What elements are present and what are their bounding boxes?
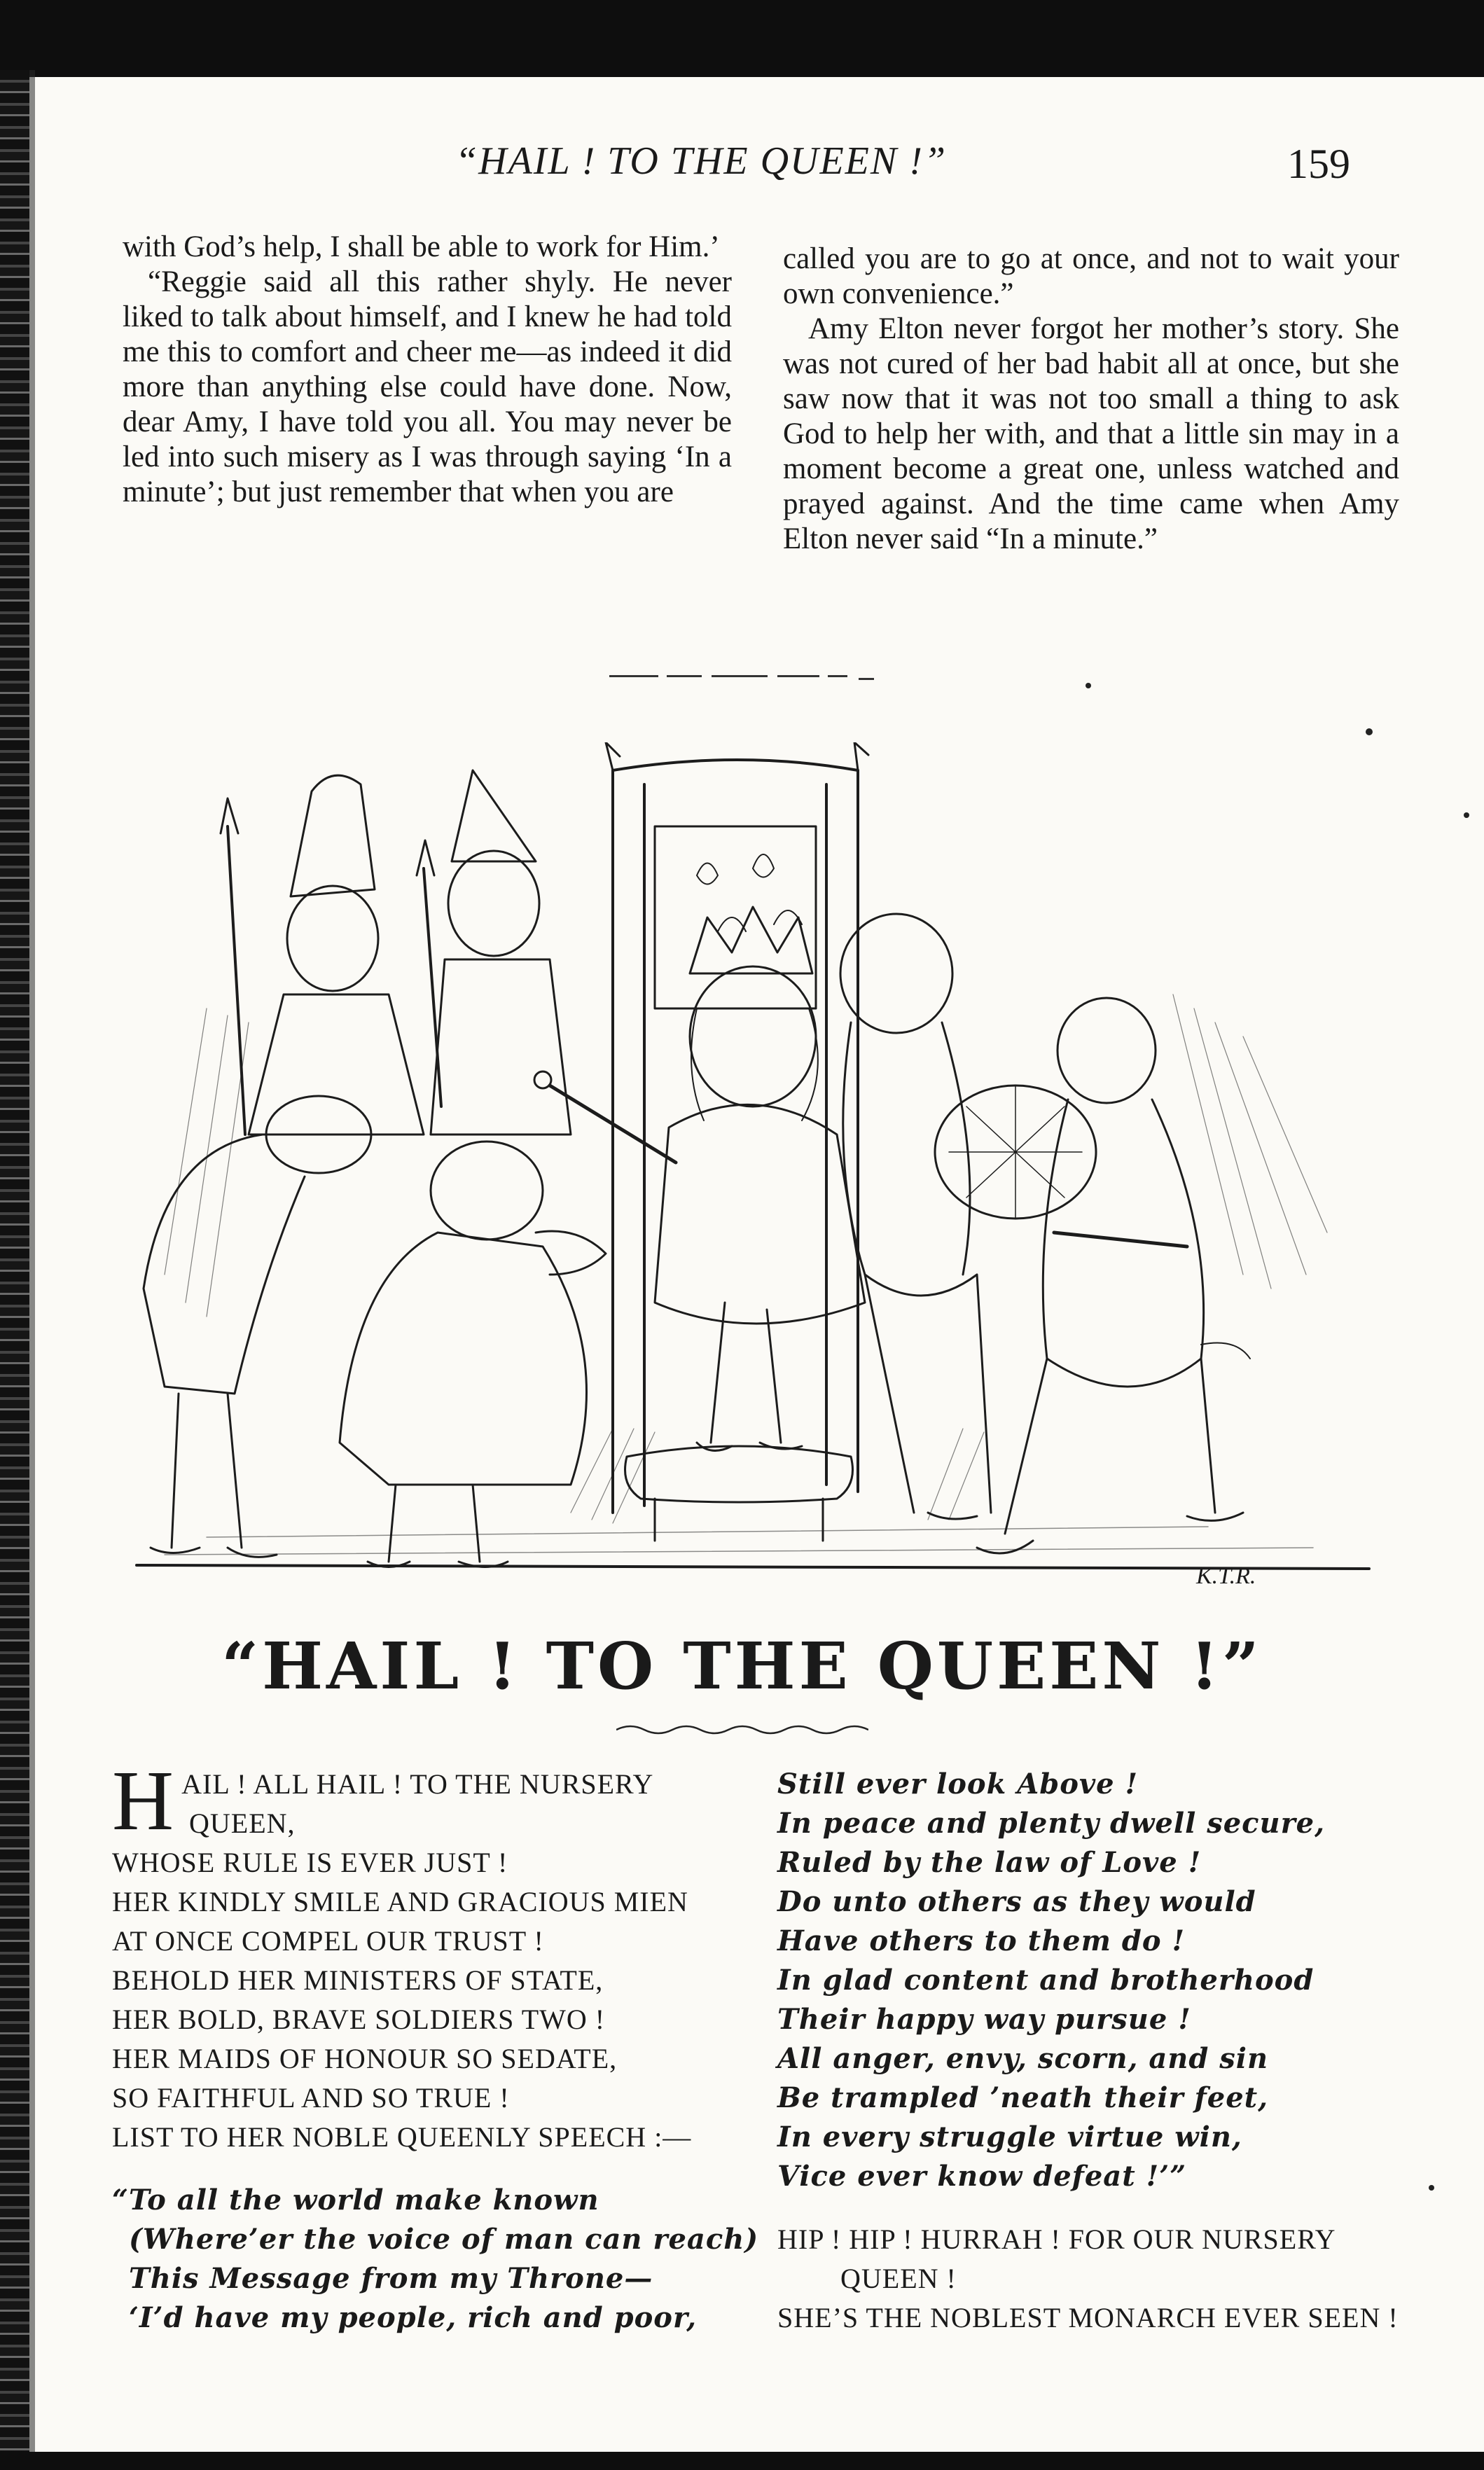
- title-flourish: [616, 1719, 868, 1740]
- poem-column-right: [777, 1765, 1429, 2338]
- chorus-line: SHE’S THE NOBLEST MONARCH EVER SEEN !: [777, 2302, 1399, 2333]
- print-speck: [1429, 2185, 1434, 2191]
- speech-line: Their happy way pursue !: [777, 2003, 1191, 2036]
- poem-line: LIST TO HER NOBLE QUEENLY SPEECH :—: [112, 2121, 692, 2153]
- speech-line: Still ever look Above !: [777, 1768, 1139, 1801]
- queen-illustration: [123, 742, 1383, 1593]
- story-paragraph: “Reggie said all this rather shyly. He never liked to talk about himself, and I knew he had told me this to comfort and cheer me—as indeed it did more than anything else could have done. Now, dear Amy, I have told you all. You may never be led into such misery as I was through saying ‘In a minute’; but just remember that when you are: [123, 265, 732, 508]
- story-paragraph: called you are to go at once, and not to wait your own convenience.”: [783, 242, 1399, 310]
- speech-line: Vice ever know defeat !’”: [777, 2160, 1187, 2193]
- running-header: “HAIL ! TO THE QUEEN !”: [455, 139, 948, 183]
- print-speck: [1464, 812, 1469, 818]
- print-speck: [1086, 683, 1091, 688]
- poem-line: HER KINDLY SMILE AND GRACIOUS MIEN: [112, 1886, 688, 1917]
- print-speck: [1366, 728, 1373, 735]
- scan-border-left: [0, 70, 29, 2470]
- poem-column-left: [112, 1754, 784, 2338]
- speech-line: In glad content and brotherhood: [777, 1964, 1315, 1997]
- chorus-line: HIP ! HIP ! HURRAH ! FOR OUR NURSERY: [777, 2223, 1336, 2255]
- chorus-line: QUEEN !: [840, 2263, 957, 2294]
- speech-line: Ruled by the law of Love !: [777, 1846, 1202, 1879]
- speech-line: All anger, envy, scorn, and sin: [777, 2042, 1269, 2075]
- speech-line: Have others to them do !: [777, 1924, 1186, 1957]
- poem-line: AT ONCE COMPEL OUR TRUST !: [112, 1925, 544, 1957]
- poem-line: HER MAIDS OF HONOUR SO SEDATE,: [112, 2043, 618, 2074]
- speech-line: This Message from my Throne—: [129, 2262, 653, 2295]
- scan-border-left-shadow: [29, 70, 35, 2470]
- story-paragraph: Amy Elton never forgot her mother’s story. She was not cured of her bad habit all at once, but she saw now that it was not too small a thing to ask God to help her with, and that a little sin may in a moment become a great one, unless watched and prayed against. And the time came when Amy Elton never said “In a minute.”: [783, 312, 1399, 555]
- speech-line: “To all the world make known: [112, 2184, 599, 2216]
- poem-line: AIL ! ALL HAIL ! TO THE NURSERY: [181, 1768, 654, 1800]
- poem-line: QUEEN,: [189, 1808, 296, 1839]
- speech-line: In peace and plenty dwell secure,: [777, 1807, 1326, 1840]
- section-divider: [609, 671, 896, 682]
- speech-line: ‘I’d have my people, rich and poor,: [129, 2301, 698, 2334]
- poem-line: WHOSE RULE IS EVER JUST !: [112, 1847, 508, 1878]
- poem-line: BEHOLD HER MINISTERS OF STATE,: [112, 1964, 604, 1996]
- speech-line: Be trampled ’neath their feet,: [777, 2081, 1269, 2114]
- drop-cap: H: [112, 1754, 175, 1848]
- page-number: 159: [1287, 141, 1350, 187]
- scan-border-bottom: [0, 2452, 1484, 2470]
- speech-line: (Where’er the voice of man can reach): [129, 2223, 759, 2256]
- illustrator-signature: K.T.R.: [1196, 1563, 1256, 1589]
- poem-title: “HAIL ! TO THE QUEEN !”: [221, 1628, 1263, 1704]
- speech-line: In every struggle virtue win,: [777, 2121, 1242, 2153]
- poem-line: SO FAITHFUL AND SO TRUE !: [112, 2082, 510, 2114]
- story-paragraph: with God’s help, I shall be able to work for Him.’: [123, 230, 720, 263]
- story-column-right: [783, 242, 1399, 557]
- scan-border-top: [0, 0, 1484, 77]
- poem-line: HER BOLD, BRAVE SOLDIERS TWO !: [112, 2004, 606, 2035]
- story-column-left: [123, 230, 732, 510]
- speech-line: Do unto others as they would: [777, 1885, 1256, 1918]
